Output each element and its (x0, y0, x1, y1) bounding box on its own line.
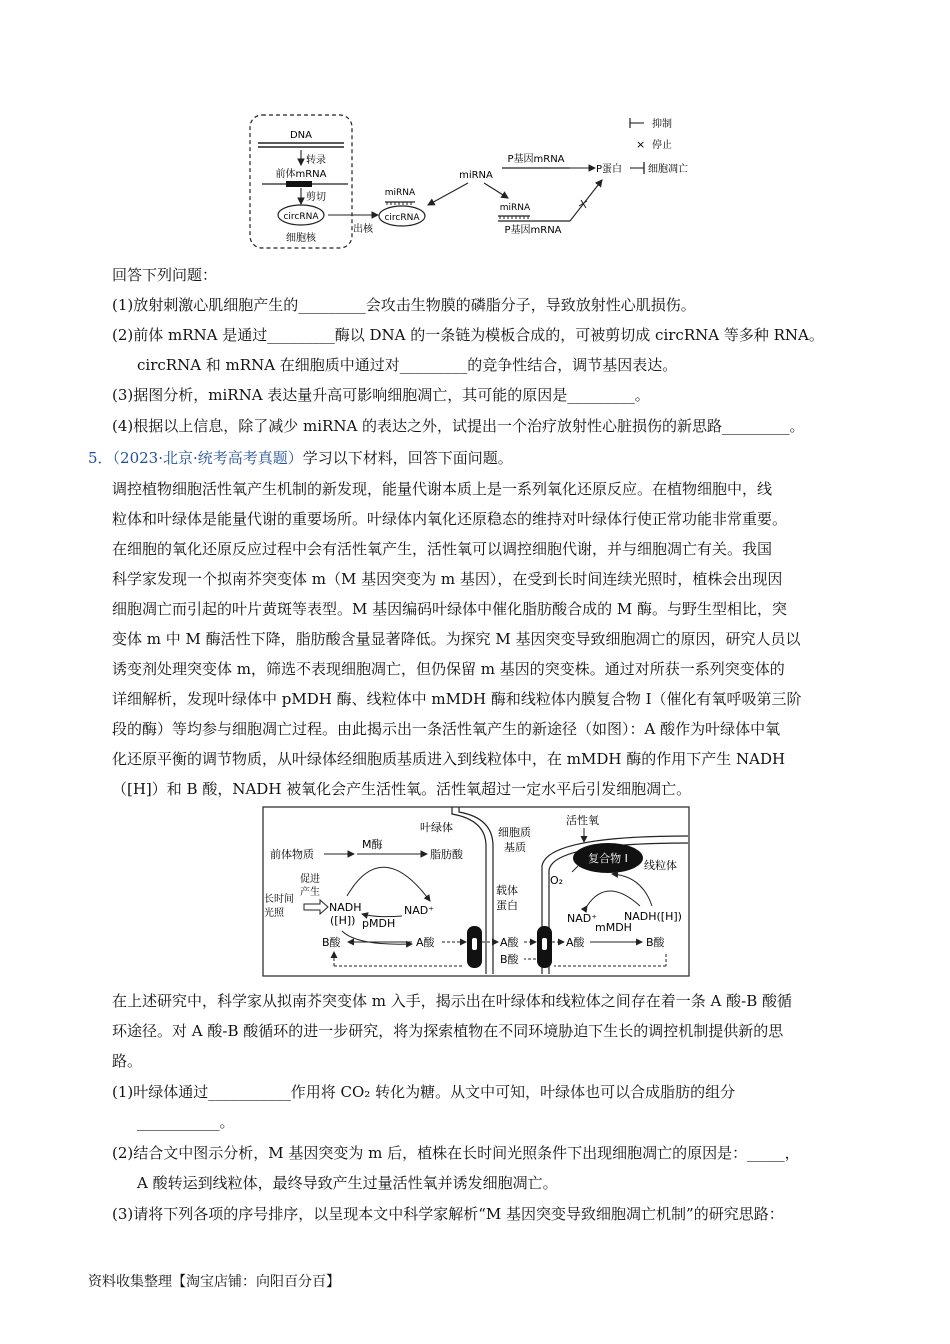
legend-stop (636, 138, 672, 151)
q5-para-line: 段的酶）等均参与细胞凋亡过程。由此揭示出一条活性氧产生的新途径（如图）：A 酸作为叶绿体中氧 (112, 720, 781, 738)
chloroplast-label: 叶绿体 (420, 821, 453, 834)
nad-left: NAD⁺ (404, 904, 435, 917)
o2-label: O₂ (550, 874, 564, 887)
q5-para-line: 科学家发现一个拟南芥突变体 m（M 基因突变为 m 基因），在受到长时间连续光照时，植株会出现因 (112, 570, 783, 588)
q5-part2a: (2)结合文中图示分析，M 基因突变为 m 后，植株在长时间光照条件下出现细胞凋亡的原因是：_____， (112, 1144, 800, 1162)
b-acid-mitochondrion: B酸 (646, 936, 665, 949)
q5-part2b: A 酸转运到线粒体，最终导致产生过量活性氧并诱发细胞凋亡。 (137, 1174, 558, 1192)
mmdh-label: mMDH (595, 921, 632, 934)
promote-label-1: 促进 (300, 874, 320, 885)
cut-label: 剪切 (306, 192, 326, 203)
q5-after-line: 环途径。对 A 酸-B 酸循环的进一步研究，将为探索植物在不同环境胁迫下生长的调控机制提供新的思 (112, 1022, 784, 1040)
svg-text:抑制: 抑制 (652, 119, 672, 130)
circrna-nucleus-label: circRNA (283, 212, 319, 222)
complex-i-label: 复合物 I (588, 852, 628, 865)
pre-mrna-label: 前体mRNA (275, 169, 327, 180)
q5-part3: (3)请将下列各项的序号排序，以呈现本文中科学家解析“M 基因突变导致细胞凋亡机制”的研究思路： (112, 1205, 784, 1223)
q4-part2b: circRNA 和 mRNA 在细胞质中通过对_________的竞争性结合，调节基因表达。 (137, 356, 678, 374)
fatty-acid-label: 脂肪酸 (430, 848, 463, 861)
p-protein-label: P蛋白 (596, 164, 623, 175)
b-acid-chloroplast: B酸 (322, 936, 341, 949)
precursor-label: 前体物质 (270, 848, 314, 861)
circrna-mirna-diagram (240, 110, 710, 255)
p-gene-mrna-top-label: P基因mRNA (507, 154, 565, 165)
apoptosis-label: 细胞凋亡 (648, 164, 688, 175)
a-acid-cytoplasm: A酸 (500, 936, 519, 949)
q4-intro: 回答下列问题： (112, 266, 218, 284)
mirna-label: miRNA (459, 170, 493, 181)
mirna-bottom-label: miRNA (499, 203, 531, 213)
q5-after-line: 路。 (112, 1052, 143, 1070)
q5-para-line: 变体 m 中 M 酶活性下降，脂肪酸含量显著降低。为探究 M 基因突变导致细胞凋亡的原因，研究人员以 (112, 630, 801, 648)
q5-source: （2023·北京·统考高考真题） (112, 449, 303, 467)
exit-nucleus-label: 出核 (353, 224, 373, 235)
svg-text:×: × (636, 138, 646, 151)
q5-part1b: ___________。 (137, 1113, 235, 1131)
circrna-cytoplasm-label: circRNA (384, 213, 420, 223)
nucleus-label: 细胞核 (286, 233, 316, 244)
pmdh-label: pMDH (362, 917, 396, 930)
q4-part4: (4)根据以上信息，除了减少 miRNA 的表达之外，试提出一个治疗放射性心脏损伤的新思路_________。 (112, 417, 805, 435)
q4-part1: (1)放射刺激心肌细胞产生的_________会攻击生物膜的磷脂分子，导致放射性心肌损伤。 (112, 296, 696, 314)
q5-part1a: (1)叶绿体通过___________作用将 CO₂ 转化为糖。从文中可知，叶绿体也可以合成脂肪的组分 (112, 1083, 736, 1101)
q5-header (88, 448, 513, 468)
q5-para-line: 粒体和叶绿体是能量代谢的重要场所。叶绿体内氧化还原稳态的维持对叶绿体行使正常功能非常重要。 (112, 510, 788, 528)
h-left: ([H]) (330, 914, 356, 927)
q5-para-line: 细胞凋亡而引起的叶片黄斑等表型。M 基因编码叶绿体中催化脂肪酸合成的 M 酶。与野生型相比，突 (112, 600, 788, 618)
nadh-left: NADH (329, 901, 362, 914)
carrier-label-2: 蛋白 (496, 899, 518, 912)
nadh-right: NADH([H]) (624, 910, 682, 923)
q5-para-line: 详细解析，发现叶绿体中 pMDH 酶、线粒体中 mMDH 酶和线粒体内膜复合物 I（催化有氧呼吸第三阶 (112, 690, 802, 708)
q5-para-line: （[H]）和 B 酸，NADH 被氧化会产生活性氧。活性氧超过一定水平后引发细胞凋亡。 (112, 780, 692, 798)
transcribe-label: 转录 (306, 155, 326, 166)
q5-para-line: 在细胞的氧化还原反应过程中会有活性氧产生，活性氧可以调控细胞代谢，并与细胞凋亡有关。我国 (112, 540, 773, 558)
m-enzyme-label: M酶 (362, 838, 383, 851)
a-b-acid-cycle-diagram (262, 806, 690, 978)
cytoplasm-label-1: 细胞质 (498, 826, 531, 839)
q5-number: 5． (88, 449, 113, 467)
nad-right: NAD⁺ (567, 912, 598, 925)
mirna-bound-label: miRNA (384, 188, 416, 198)
q5-para-line: 化还原平衡的调节物质，从叶绿体经细胞质基质进入到线粒体中，在 mMDH 酶的作用下产生 NADH (112, 750, 786, 768)
a-acid-chloroplast: A酸 (416, 936, 435, 949)
q5-after-line: 在上述研究中，科学家从拟南芥突变体 m 入手，揭示出在叶绿体和线粒体之间存在着一条 A 酸-B 酸循 (112, 992, 792, 1010)
p-gene-mrna-bottom-label: P基因mRNA (504, 225, 562, 236)
a-acid-mitochondrion: A酸 (566, 936, 585, 949)
cytoplasm-label-2: 基质 (504, 841, 526, 854)
q4-part3: (3)据图分析，miRNA 表达量升高可影响细胞凋亡，其可能的原因是_________。 (112, 386, 650, 404)
long-light-label-2: 光照 (264, 908, 284, 919)
long-light-label-1: 长时间 (264, 894, 294, 905)
page-footer: 资料收集整理【淘宝店铺：向阳百分百】 (88, 1274, 340, 1290)
legend-inhibit (630, 117, 672, 130)
b-acid-cytoplasm: B酸 (500, 953, 519, 966)
q5-para-line: 调控植物细胞活性氧产生机制的新发现，能量代谢本质上是一系列氧化还原反应。在植物细胞中，线 (112, 480, 773, 498)
svg-text:停止: 停止 (652, 140, 672, 151)
q5-para-line: 诱变剂处理突变体 m，筛选不表现细胞凋亡，但仍保留 m 基因的突变株。通过对所获一系列突变体的 (112, 660, 785, 678)
q5-prompt: 学习以下材料，回答下面问题。 (302, 449, 513, 467)
carrier-label-1: 载体 (496, 884, 518, 897)
dna-label: DNA (289, 130, 313, 141)
ros-label: 活性氧 (566, 814, 599, 827)
promote-label-2: 产生 (300, 887, 320, 898)
mitochondrion-label: 线粒体 (644, 859, 677, 872)
q4-part2a: (2)前体 mRNA 是通过_________酶以 DNA 的一条链为模板合成的，可被剪切成 circRNA 等多种 RNA。 (112, 326, 824, 344)
